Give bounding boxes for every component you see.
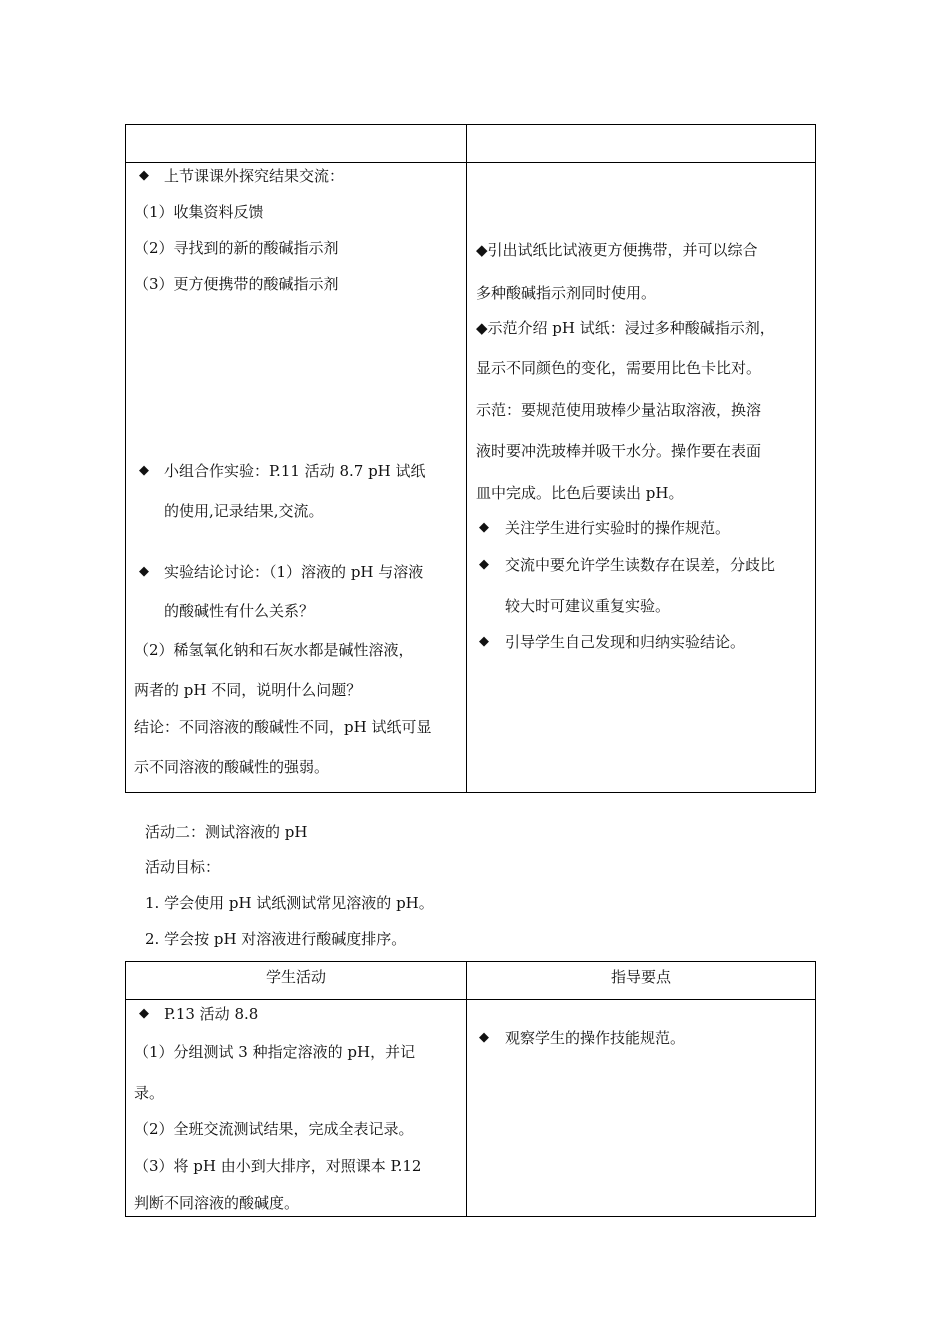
- activity-step-1-line-1: （1）分组测试 3 种指定溶液的 pH，并记: [134, 1043, 416, 1061]
- table-1-border-left: [125, 124, 126, 793]
- goal-label: 活动目标：: [145, 858, 221, 876]
- group-experiment-line-2: 的使用,记录结果,交流。: [164, 502, 324, 520]
- list-item: （2）寻找到的新的酸碱指示剂: [134, 239, 339, 257]
- guide-line-4: 显示不同颜色的变化，需要用比色卡比对。: [476, 359, 762, 377]
- activity-step-3-line-2: 判断不同溶液的酸碱度。: [134, 1194, 300, 1212]
- guide-bullet-3: 引导学生自己发现和归纳实验结论。: [505, 633, 746, 651]
- guide-line-2: 多种酸碱指示剂同时使用。: [476, 284, 657, 302]
- conclusion-line-2: 示不同溶液的酸碱性的强弱。: [134, 758, 330, 776]
- guide-line-3: ◆示范介绍 pH 试纸：浸过多种酸碱指示剂，: [476, 319, 775, 337]
- bullet-icon: ◆: [139, 564, 149, 579]
- question-line-1: （2）稀氢氧化钠和石灰水都是碱性溶液，: [134, 641, 414, 659]
- list-item: （3）更方便携带的酸碱指示剂: [134, 275, 339, 293]
- guide-bullet-1: 关注学生进行实验时的操作规范。: [505, 519, 731, 537]
- table-1-border-header: [125, 162, 816, 163]
- table-1-border-mid: [466, 124, 467, 793]
- table-2-border-left: [125, 961, 126, 1217]
- bullet-icon: ◆: [479, 520, 489, 535]
- table-2-border-top: [125, 961, 816, 962]
- activity-step-1-line-2: 录。: [134, 1084, 165, 1102]
- table-2-border-mid: [466, 961, 467, 1217]
- goal-item: 2. 学会按 pH 对溶液进行酸碱度排序。: [145, 930, 407, 948]
- guide-bullet-2-line-1: 交流中要允许学生读数存在误差，分歧比: [505, 556, 776, 574]
- table-1-border-bottom: [125, 792, 816, 793]
- activity-ref: P.13 活动 8.8: [164, 1005, 259, 1023]
- table-2-header-student-activity: 学生活动: [265, 968, 326, 986]
- guide-line-7: 皿中完成。比色后要读出 pH。: [476, 484, 684, 502]
- guidance-bullet: 观察学生的操作技能规范。: [505, 1029, 686, 1047]
- goal-item: 1. 学会使用 pH 试纸测试常见溶液的 pH。: [145, 894, 434, 912]
- bullet-icon: ◆: [139, 463, 149, 478]
- table-2-border-header: [125, 999, 816, 1000]
- table-2-border-right: [815, 961, 816, 1217]
- section-title: 活动二：测试溶液的 pH: [145, 823, 308, 841]
- guide-line-1: ◆引出试纸比试液更方便携带，并可以综合: [476, 241, 758, 259]
- guide-line-6: 液时要冲洗玻棒并吸干水分。操作要在表面: [476, 442, 762, 460]
- bullet-icon: ◆: [479, 634, 489, 649]
- conclusion-line-1: 结论：不同溶液的酸碱性不同，pH 试纸可显: [134, 718, 432, 736]
- question-line-2: 两者的 pH 不同，说明什么问题？: [134, 681, 362, 699]
- list-item: （1）收集资料反馈: [134, 203, 264, 221]
- bullet-icon: ◆: [139, 1006, 149, 1021]
- bullet-icon: ◆: [479, 1030, 489, 1045]
- table-1-border-right: [815, 124, 816, 793]
- guide-line-5: 示范：要规范使用玻棒少量沾取溶液，换溶: [476, 401, 762, 419]
- guide-bullet-2-line-2: 较大时可建议重复实验。: [505, 597, 671, 615]
- exchange-heading: 上节课课外探究结果交流：: [164, 167, 345, 185]
- table-2-header-guidance: 指导要点: [610, 968, 671, 986]
- conclusion-discussion-line-1: 实验结论讨论：（1）溶液的 pH 与溶液: [164, 563, 424, 581]
- bullet-icon: ◆: [139, 168, 149, 183]
- conclusion-discussion-line-2: 的酸碱性有什么关系？: [164, 602, 315, 620]
- activity-step-2: （2）全班交流测试结果，完成全表记录。: [134, 1120, 414, 1138]
- bullet-icon: ◆: [479, 557, 489, 572]
- group-experiment-line-1: 小组合作实验：P.11 活动 8.7 pH 试纸: [164, 462, 426, 480]
- activity-step-3-line-1: （3）将 pH 由小到大排序，对照课本 P.12: [134, 1157, 422, 1175]
- table-1-border-top: [125, 124, 816, 125]
- table-2-border-bottom: [125, 1216, 816, 1217]
